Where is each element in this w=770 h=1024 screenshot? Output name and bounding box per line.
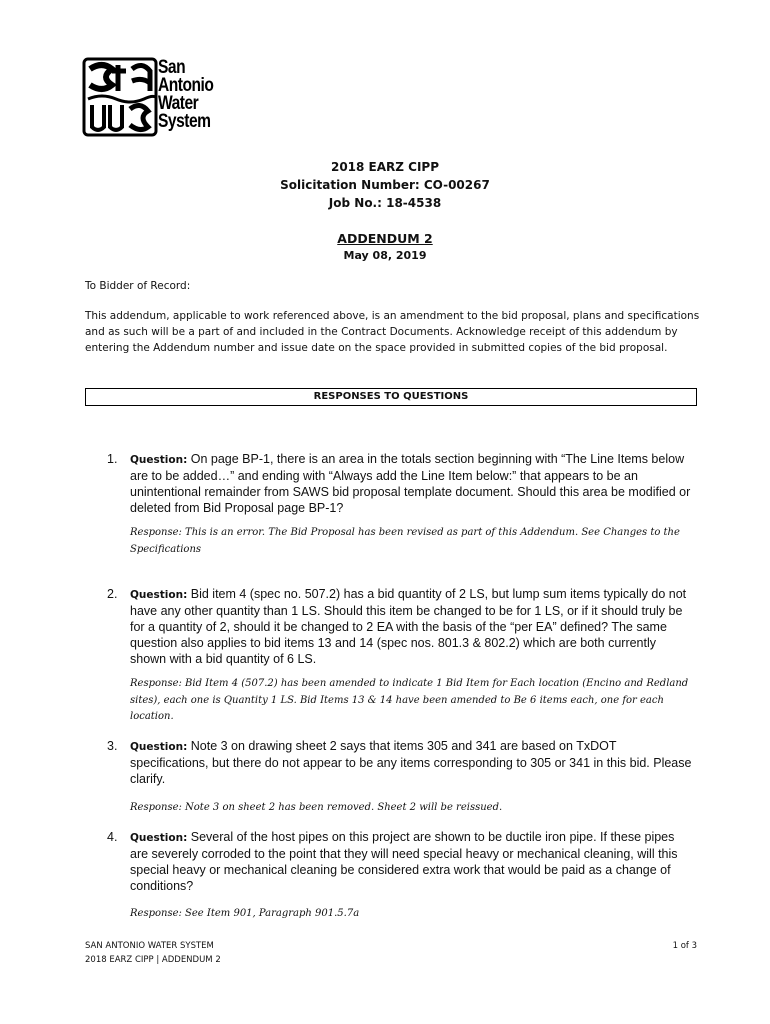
logo-wordmark <box>158 59 228 131</box>
question-number: 2. <box>107 587 118 601</box>
question-label: Question: <box>130 741 188 753</box>
question-label: Question: <box>130 454 188 466</box>
page-footer <box>85 939 697 967</box>
question-label: Question: <box>130 832 188 844</box>
response-text: Response: Bid Item 4 (507.2) has been amended to indicate 1 Bid Item for Each location (Encino and Redland sites), each one is Quantity 1 LS. Bid Items 13 & 14 have been amended to Be 6 items each, one for each location. <box>130 678 689 722</box>
logo-line: Antonio <box>158 75 214 96</box>
footer-org: SAN ANTONIO WATER SYSTEM <box>85 941 214 951</box>
question-text <box>130 738 695 787</box>
solicitation-number: Solicitation Number: CO-00267 <box>280 178 490 192</box>
question-text <box>130 829 695 894</box>
question-body: On page BP-1, there is an area in the totals section beginning with “The Line Items below are to be added…” and ending with “Always add the Line Item below:” that appears to be an unintentional remainder from SAWS bid proposal template document. Should this area be modified or deleted from Bid Proposal page BP-1? <box>130 452 691 515</box>
question-text <box>130 586 695 667</box>
response-text: Response: See Item 901, Paragraph 901.5.7a <box>130 908 360 919</box>
salutation: To Bidder of Record: <box>85 280 191 292</box>
footer-doc: 2018 EARZ CIPP | ADDENDUM 2 <box>85 955 221 965</box>
question-body: Several of the host pipes on this project are shown to be ductile iron pipe. If these pipes are severely corroded to the point that they will need special heavy or mechanical cleaning, will this special heavy or mechanical cleaning be considered extra work that would be paid as a change of conditions? <box>130 830 678 893</box>
question-number: 3. <box>107 739 118 753</box>
doc-title: 2018 EARZ CIPP <box>330 160 440 174</box>
addendum-date: May 08, 2019 <box>343 249 427 262</box>
response-text: Response: This is an error. The Bid Proposal has been revised as part of this Addendum. See Changes to the Specifications <box>130 527 680 555</box>
addendum-title: ADDENDUM 2 <box>337 231 433 246</box>
logo-line: System <box>158 111 211 132</box>
page-number: 1 of 3 <box>672 941 697 951</box>
logo-line: Water <box>158 93 199 114</box>
saws-logo <box>82 57 222 137</box>
question-number: 1. <box>107 452 118 466</box>
question-body: Note 3 on drawing sheet 2 says that items 305 and 341 are based on TxDOT specifications, but there do not appear to be any items corresponding to 305 or 341 in this bid. Please clarify. <box>130 739 692 786</box>
question-number: 4. <box>107 830 118 844</box>
question-label: Question: <box>130 589 188 601</box>
intro-paragraph: This addendum, applicable to work referenced above, is an amendment to the bid proposal, plans and specifications and as such will be a part of and included in the Contract Documents. Acknowledge receipt of this addendum by entering the Addendum number and issue date on the space provided in submitted copies of the bid proposal. <box>85 310 700 354</box>
response-text: Response: Note 3 on sheet 2 has been removed. Sheet 2 will be reissued. <box>130 802 503 813</box>
logo-line: San <box>158 57 186 78</box>
section-banner: RESPONSES TO QUESTIONS <box>85 388 697 406</box>
saws-logo-mark <box>82 57 158 137</box>
job-number: Job No.: 18-4538 <box>328 196 442 210</box>
question-body: Bid item 4 (spec no. 507.2) has a bid quantity of 2 LS, but lump sum items typically do not have any other quantity than 1 LS. Should this item be changed to be for 1 LS, or if it should truly be for a quantity of 2, should it be changed to 2 EA with the basis of the “per EA” defined? The same question also applies to bid items 13 and 14 (spec nos. 801.3 & 802.2) which are both currently shown with a bid quantity of 6 LS. <box>130 587 687 666</box>
question-text <box>130 451 695 516</box>
